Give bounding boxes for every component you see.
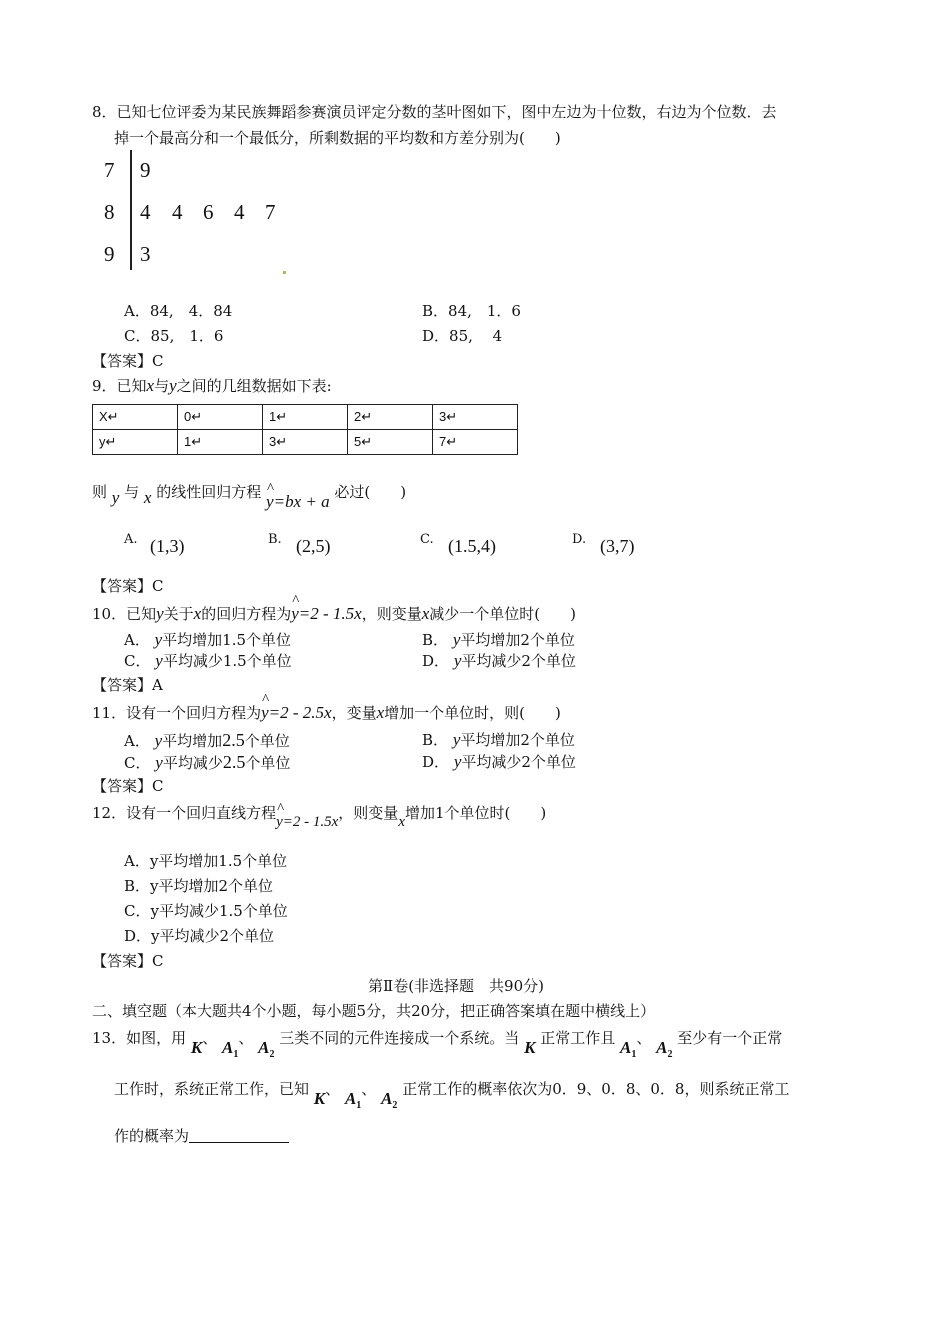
q9-intro: 9．已知x与y之间的几组数据如下表: <box>92 376 332 395</box>
q11-answer: 【答案】C <box>92 777 164 795</box>
q10-answer: 【答案】A <box>92 676 163 694</box>
section2-title: 第Ⅱ卷(非选择题 共90分) <box>368 977 544 995</box>
q9-option-d: (3,7) <box>600 536 635 556</box>
table-cell: 0↵ <box>178 405 263 430</box>
leaf: 9 <box>140 158 151 182</box>
stem-8: 8 <box>104 200 115 224</box>
leaf: 3 <box>140 242 151 266</box>
table-cell: y↵ <box>93 430 178 455</box>
q11-option-a: A． y平均增加2.5个单位 <box>124 730 290 750</box>
q10-option-c: C． y平均减少1.5个单位 <box>124 651 292 670</box>
q9-answer: 【答案】C <box>92 577 164 595</box>
table-row <box>93 405 518 430</box>
q8-answer: 【答案】C <box>92 352 164 370</box>
q9-option-b-letter: B. <box>268 532 282 547</box>
q10-stem: 10．已知y关于x的回归方程为^ y=2 - 1.5x，则变量x减少一个单位时( ) <box>92 604 576 624</box>
leaf: 7 <box>265 200 276 224</box>
table-cell: 7↵ <box>433 430 518 455</box>
q13-line2: 工作时，系统正常工作，已知 K、 $A_1$、 $A_2$ 正常工作的概率依次为0．9、0．8、0．8，则系统正常工 <box>114 1080 790 1111</box>
q9-option-b: (2,5) <box>296 536 331 556</box>
q12-option-a: A．y平均增加1.5个单位 <box>124 852 288 870</box>
section2-subtitle: 二、填空题（本大题共4个小题，每小题5分，共20分，把正确答案填在题中横线上） <box>92 1002 656 1020</box>
table-row <box>93 430 518 455</box>
q13-line1: 13．如图，用 K、 $A_1$、 $A_2$ 三类不同的元件连接成一个系统。当 K 正常工作且 $A_1$、 $A_2$ 至少有一个正常 <box>92 1029 783 1060</box>
table-cell: 1↵ <box>263 405 348 430</box>
q11-stem: 11．设有一个回归方程为^ y=2 - 2.5x，变量x增加一个单位时，则( ) <box>92 703 561 723</box>
stray-dot <box>283 271 286 274</box>
q8-stem-line2: 掉一个最高分和一个最低分，所剩数据的平均数和方差分别为( ) <box>114 129 561 147</box>
q9-stem: 则 y 与 x 的线性回归方程 ^ y=bx + a 必过( ) <box>92 482 406 512</box>
table-cell: 2↵ <box>348 405 433 430</box>
q9-option-c: (1.5,4) <box>448 536 496 556</box>
leaf: 4 <box>172 200 183 224</box>
q10-option-a: A． y平均增加1.5个单位 <box>124 630 292 649</box>
q9-option-a: (1,3) <box>150 536 185 556</box>
q11-option-b: B． y平均增加2个单位 <box>422 730 575 749</box>
q12-option-b: B．y平均增加2个单位 <box>124 877 274 895</box>
q10-option-d: D． y平均减少2个单位 <box>422 651 576 670</box>
table-cell: 5↵ <box>348 430 433 455</box>
q12-option-c: C．y平均减少1.5个单位 <box>124 902 288 920</box>
q8-option-b: B．84, 1．6 <box>422 302 521 320</box>
q11-option-c: C． y平均减少2.5个单位 <box>124 752 291 772</box>
leaf: 4 <box>140 200 151 224</box>
table-cell: X↵ <box>93 405 178 430</box>
q12-stem: 12．设有一个回归直线方程^ y=2 - 1.5x，则变量x增加1个单位时( ) <box>92 803 546 833</box>
q9-option-c-letter: C. <box>420 532 434 547</box>
q11-option-d: D． y平均减少2个单位 <box>422 752 576 771</box>
q8-stem-line1: 8．已知七位评委为某民族舞蹈参赛演员评定分数的茎叶图如下，图中左边为十位数，右边为个位数．去 <box>92 103 777 121</box>
q12-option-d: D．y平均减少2个单位 <box>124 927 275 945</box>
table-cell: 1↵ <box>178 430 263 455</box>
q10-option-b: B． y平均增加2个单位 <box>422 630 575 649</box>
q12-answer: 【答案】C <box>92 952 164 970</box>
q13-line3: 作的概率为 <box>114 1126 289 1146</box>
q8-option-d: D．85, 4 <box>422 327 503 345</box>
leaf: 4 <box>234 200 245 224</box>
q9-option-a-letter: A. <box>124 532 138 547</box>
stem-9: 9 <box>104 242 115 266</box>
leaf: 6 <box>203 200 214 224</box>
q9-data-table <box>92 404 518 455</box>
q9-option-d-letter: D. <box>572 532 587 547</box>
table-cell: 3↵ <box>263 430 348 455</box>
q8-option-c: C．85, 1．6 <box>124 327 224 345</box>
q8-option-a: A．84, 4．84 <box>124 302 233 320</box>
stem-divider <box>130 150 132 270</box>
stem-7: 7 <box>104 158 115 182</box>
answer-blank[interactable] <box>189 1126 289 1143</box>
table-cell: 3↵ <box>433 405 518 430</box>
